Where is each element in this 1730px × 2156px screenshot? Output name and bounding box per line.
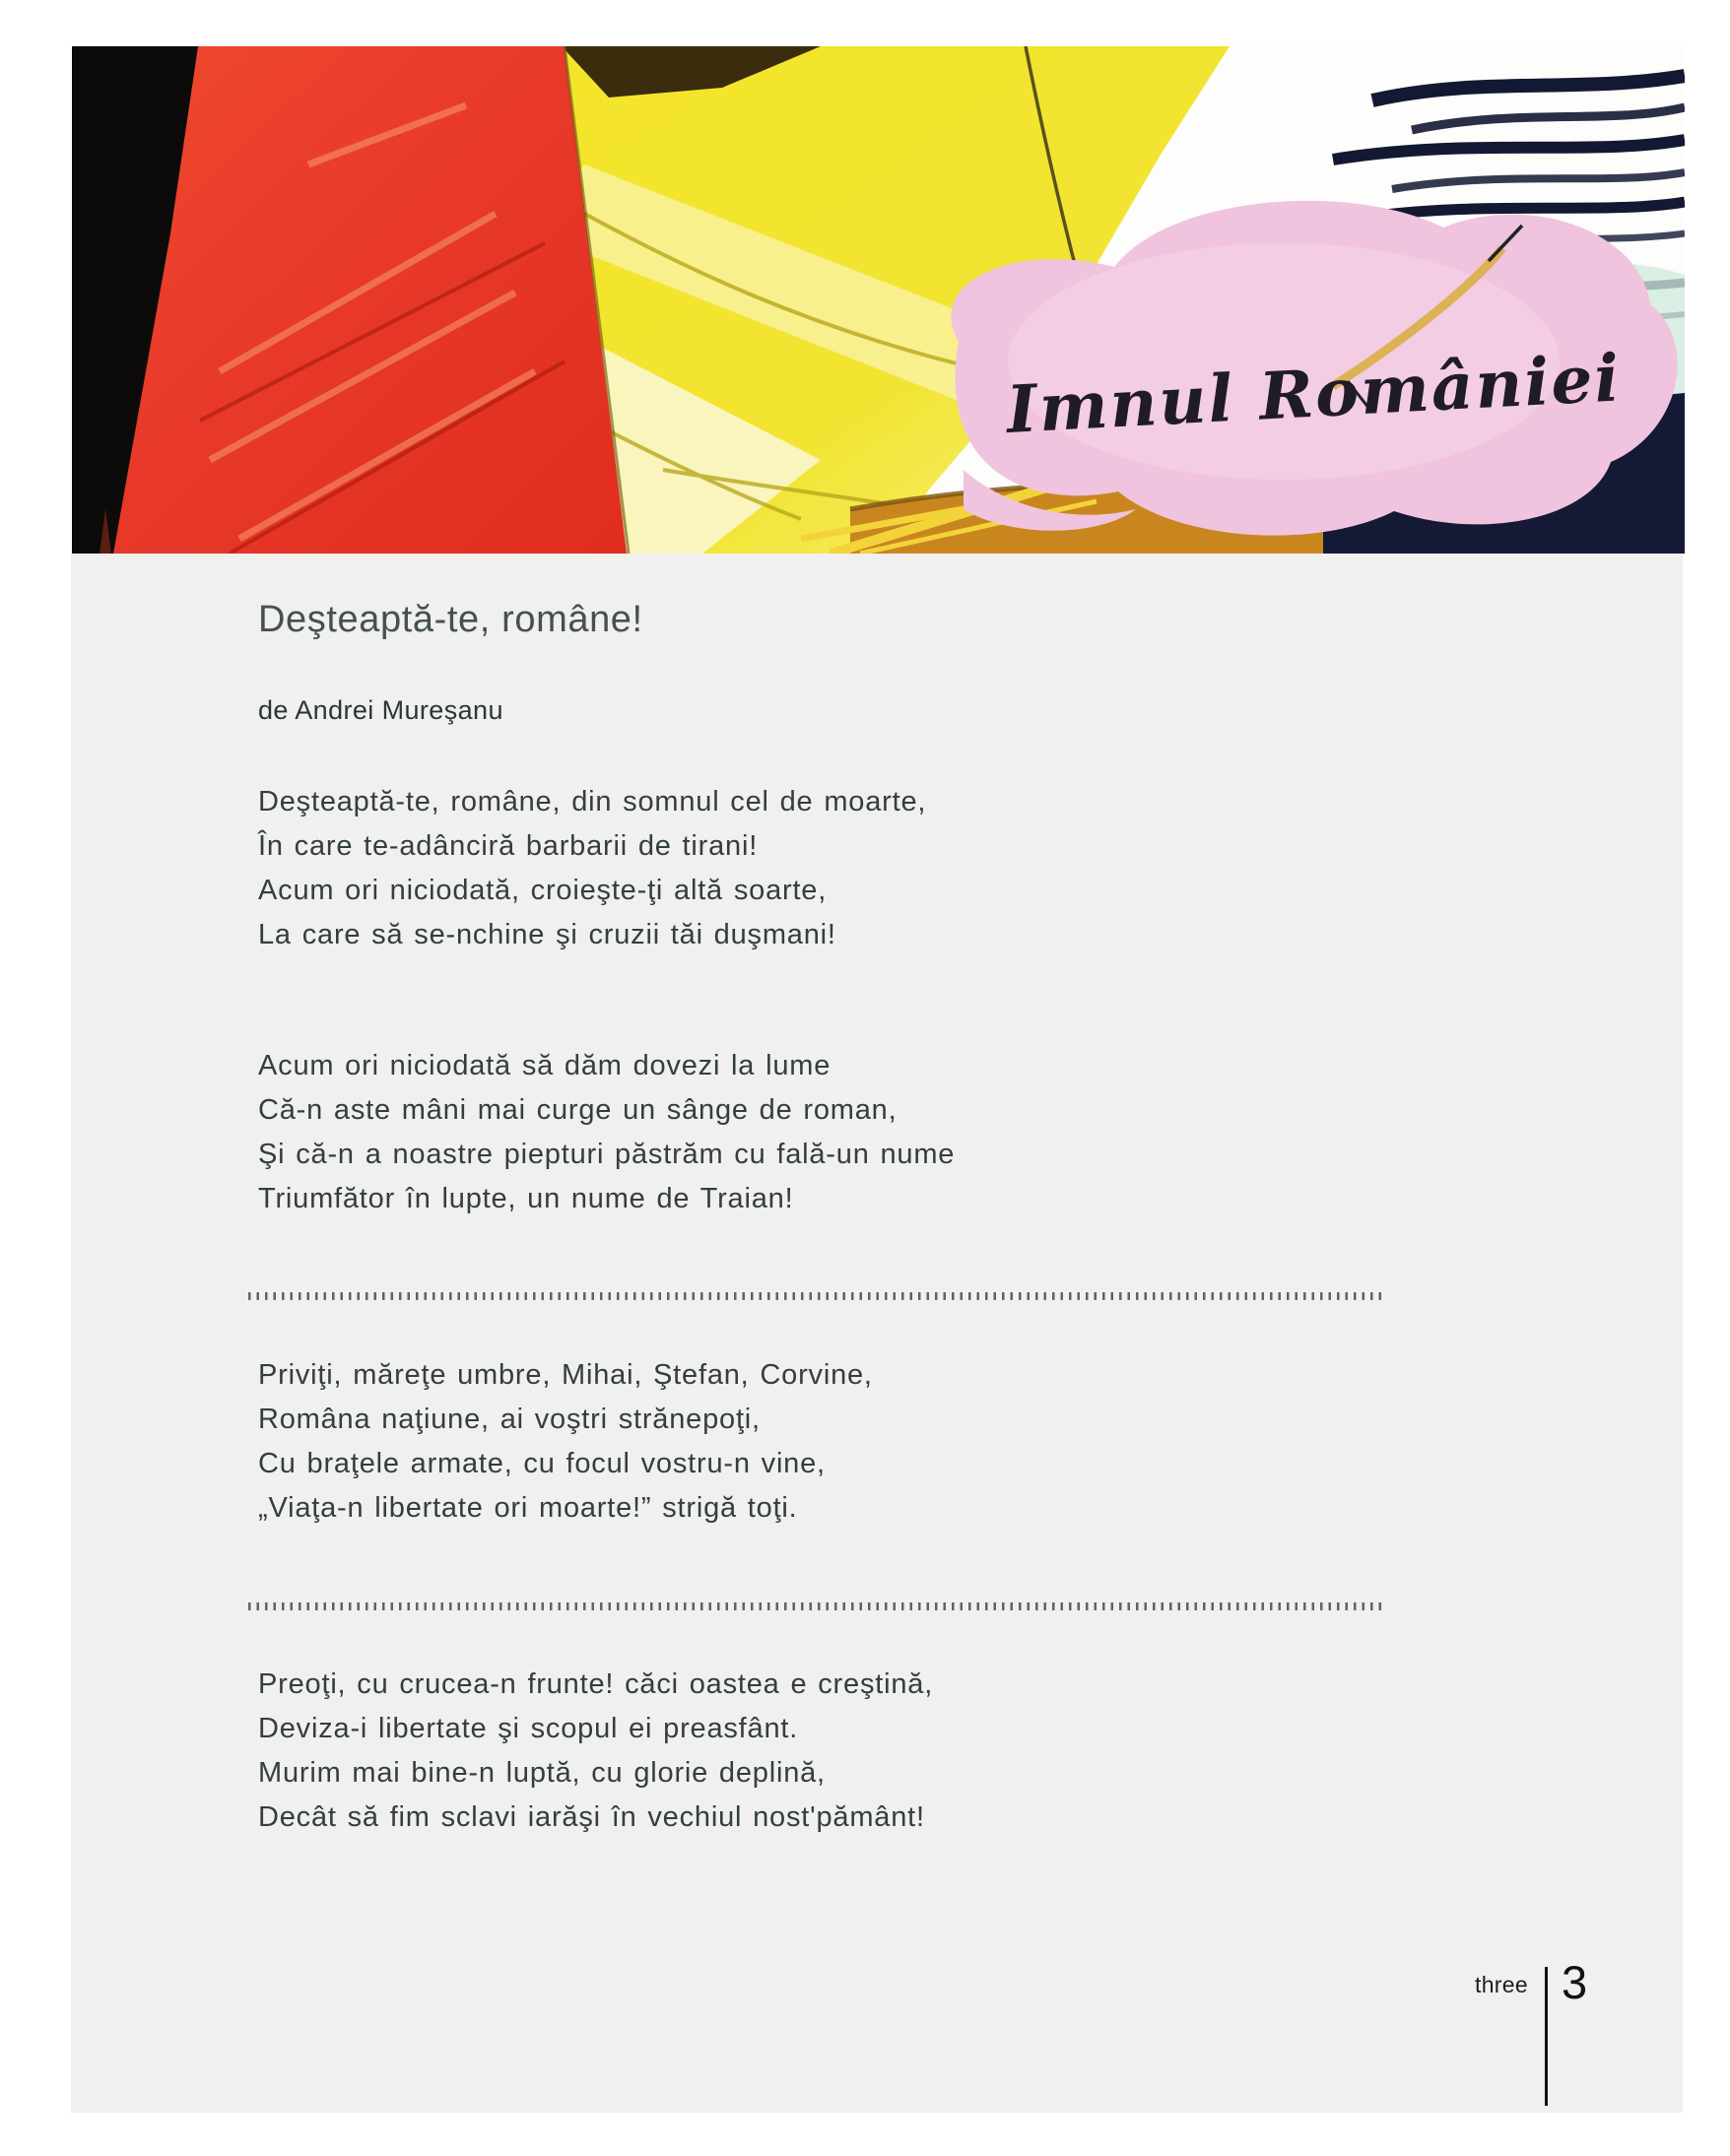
stanza-4 — [258, 1663, 933, 1840]
poem-line: Şi că-n a noastre piepturi păstrăm cu fală-un nume — [258, 1139, 956, 1170]
poem-line: Murim mai bine-n luptă, cu glorie deplină, — [258, 1757, 826, 1789]
poem-title: Deşteaptă-te, române! — [258, 599, 643, 640]
poem-line: La care să se-nchine şi cruzii tăi duşmani! — [258, 919, 836, 950]
header-script-title: Imnul României — [1004, 339, 1624, 448]
stanza-1 — [258, 780, 926, 957]
stanza-2 — [258, 1044, 955, 1221]
poem-line: Priviţi, măreţe umbre, Mihai, Ştefan, Corvine, — [258, 1359, 873, 1391]
stanza-3 — [258, 1353, 873, 1531]
poem-byline: de Andrei Mureşanu — [258, 695, 503, 725]
poem-line: Deviza-i libertate şi scopul ei preasfânt. — [258, 1713, 799, 1744]
footer-page-number: 3 — [1562, 1956, 1588, 2008]
footer-page-word: three — [1475, 1972, 1528, 1997]
dotted-separator — [248, 1602, 1381, 1610]
poem-line: Că-n aste mâni mai curge un sânge de roman, — [258, 1094, 898, 1126]
poem-line: Deşteaptă-te, române, din somnul cel de moarte, — [258, 786, 927, 817]
footer-divider-line — [1545, 1967, 1548, 2106]
poem-line: Acum ori niciodată să dăm dovezi la lume — [258, 1050, 832, 1081]
poem-line: Acum ori niciodată, croieşte-ţi altă soarte, — [258, 875, 828, 906]
poem-line: Cu braţele armate, cu focul vostru-n vine, — [258, 1448, 826, 1479]
poem-line: „Viaţa-n libertate ori moarte!” strigă toţi. — [258, 1492, 798, 1524]
poem-line: Decât să fim sclavi iarăşi în vechiul nost'pământ! — [258, 1801, 925, 1833]
poem-line: Româna naţiune, ai voştri strănepoţi, — [258, 1404, 761, 1435]
poem-line: Preoţi, cu crucea-n frunte! căci oastea e creştină, — [258, 1668, 934, 1700]
dotted-separator — [248, 1292, 1381, 1300]
poem-line: În care te-adânciră barbarii de tirani! — [258, 830, 759, 862]
flag-header-photo — [72, 46, 1685, 554]
poem-line: Triumfător în lupte, un nume de Traian! — [258, 1183, 794, 1214]
